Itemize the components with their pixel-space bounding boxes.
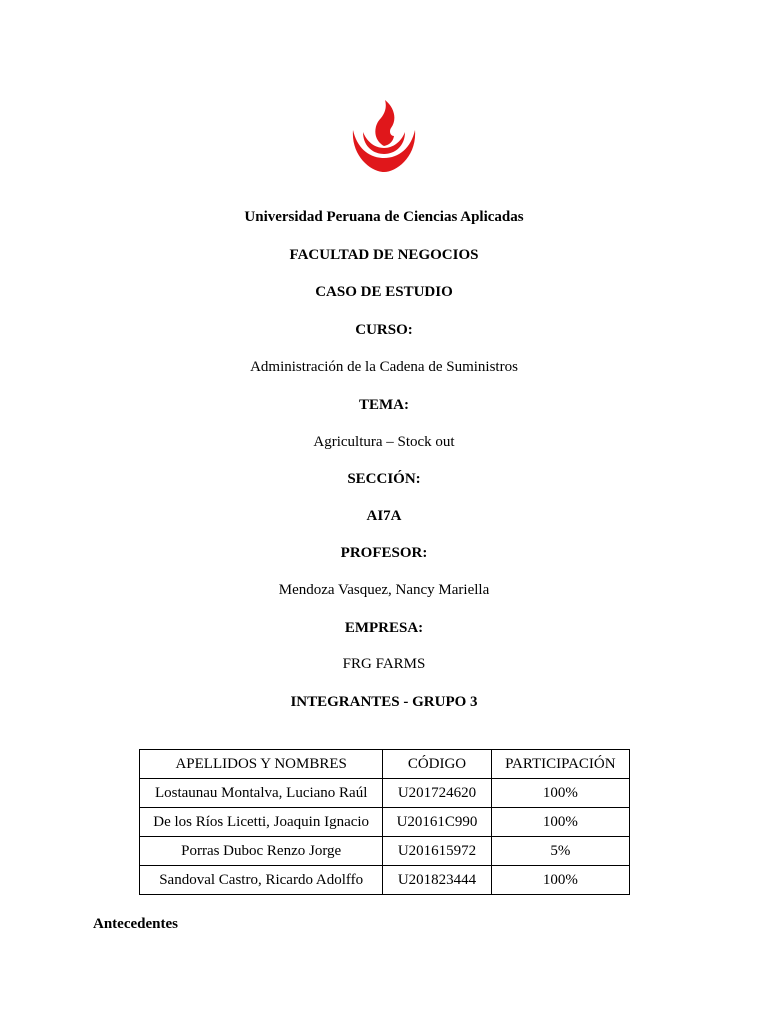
members-table bbox=[139, 749, 630, 895]
member-name: De los Ríos Licetti, Joaquin Ignacio bbox=[140, 808, 383, 837]
member-name: Sandoval Castro, Ricardo Adolffo bbox=[140, 866, 383, 895]
table-row bbox=[140, 837, 630, 866]
header-name: APELLIDOS Y NOMBRES bbox=[140, 750, 383, 779]
course-value: Administración de la Cadena de Suministros bbox=[250, 359, 518, 375]
member-name: Lostaunau Montalva, Luciano Raúl bbox=[140, 779, 383, 808]
header-participation: PARTICIPACIÓN bbox=[491, 750, 629, 779]
header-code: CÓDIGO bbox=[383, 750, 491, 779]
table-row bbox=[140, 779, 630, 808]
members-label: INTEGRANTES - GRUPO 3 bbox=[290, 694, 478, 710]
table-row bbox=[140, 866, 630, 895]
section-label: SECCIÓN: bbox=[347, 471, 421, 487]
topic-value: Agricultura – Stock out bbox=[313, 434, 455, 450]
upc-flame-logo-icon bbox=[349, 100, 419, 172]
member-participation: 100% bbox=[491, 866, 629, 895]
company-label: EMPRESA: bbox=[344, 620, 424, 636]
faculty-name: FACULTAD DE NEGOCIOS bbox=[289, 247, 479, 263]
member-code: U201823444 bbox=[383, 866, 491, 895]
document-type: CASO DE ESTUDIO bbox=[315, 284, 453, 300]
member-participation: 100% bbox=[491, 808, 629, 837]
member-participation: 5% bbox=[491, 837, 629, 866]
section-heading-antecedentes: Antecedentes bbox=[93, 916, 178, 932]
course-label: CURSO: bbox=[355, 322, 413, 338]
member-name: Porras Duboc Renzo Jorge bbox=[140, 837, 383, 866]
company-value: FRG FARMS bbox=[342, 656, 426, 672]
section-value: AI7A bbox=[366, 508, 402, 524]
topic-label: TEMA: bbox=[359, 397, 409, 413]
member-code: U201724620 bbox=[383, 779, 491, 808]
member-code: U201615972 bbox=[383, 837, 491, 866]
table-header-row bbox=[140, 750, 630, 779]
professor-value: Mendoza Vasquez, Nancy Mariella bbox=[278, 582, 490, 598]
table-row bbox=[140, 808, 630, 837]
member-code: U20161C990 bbox=[383, 808, 491, 837]
university-name: Universidad Peruana de Ciencias Aplicadas bbox=[244, 209, 524, 225]
professor-label: PROFESOR: bbox=[340, 545, 428, 561]
member-participation: 100% bbox=[491, 779, 629, 808]
